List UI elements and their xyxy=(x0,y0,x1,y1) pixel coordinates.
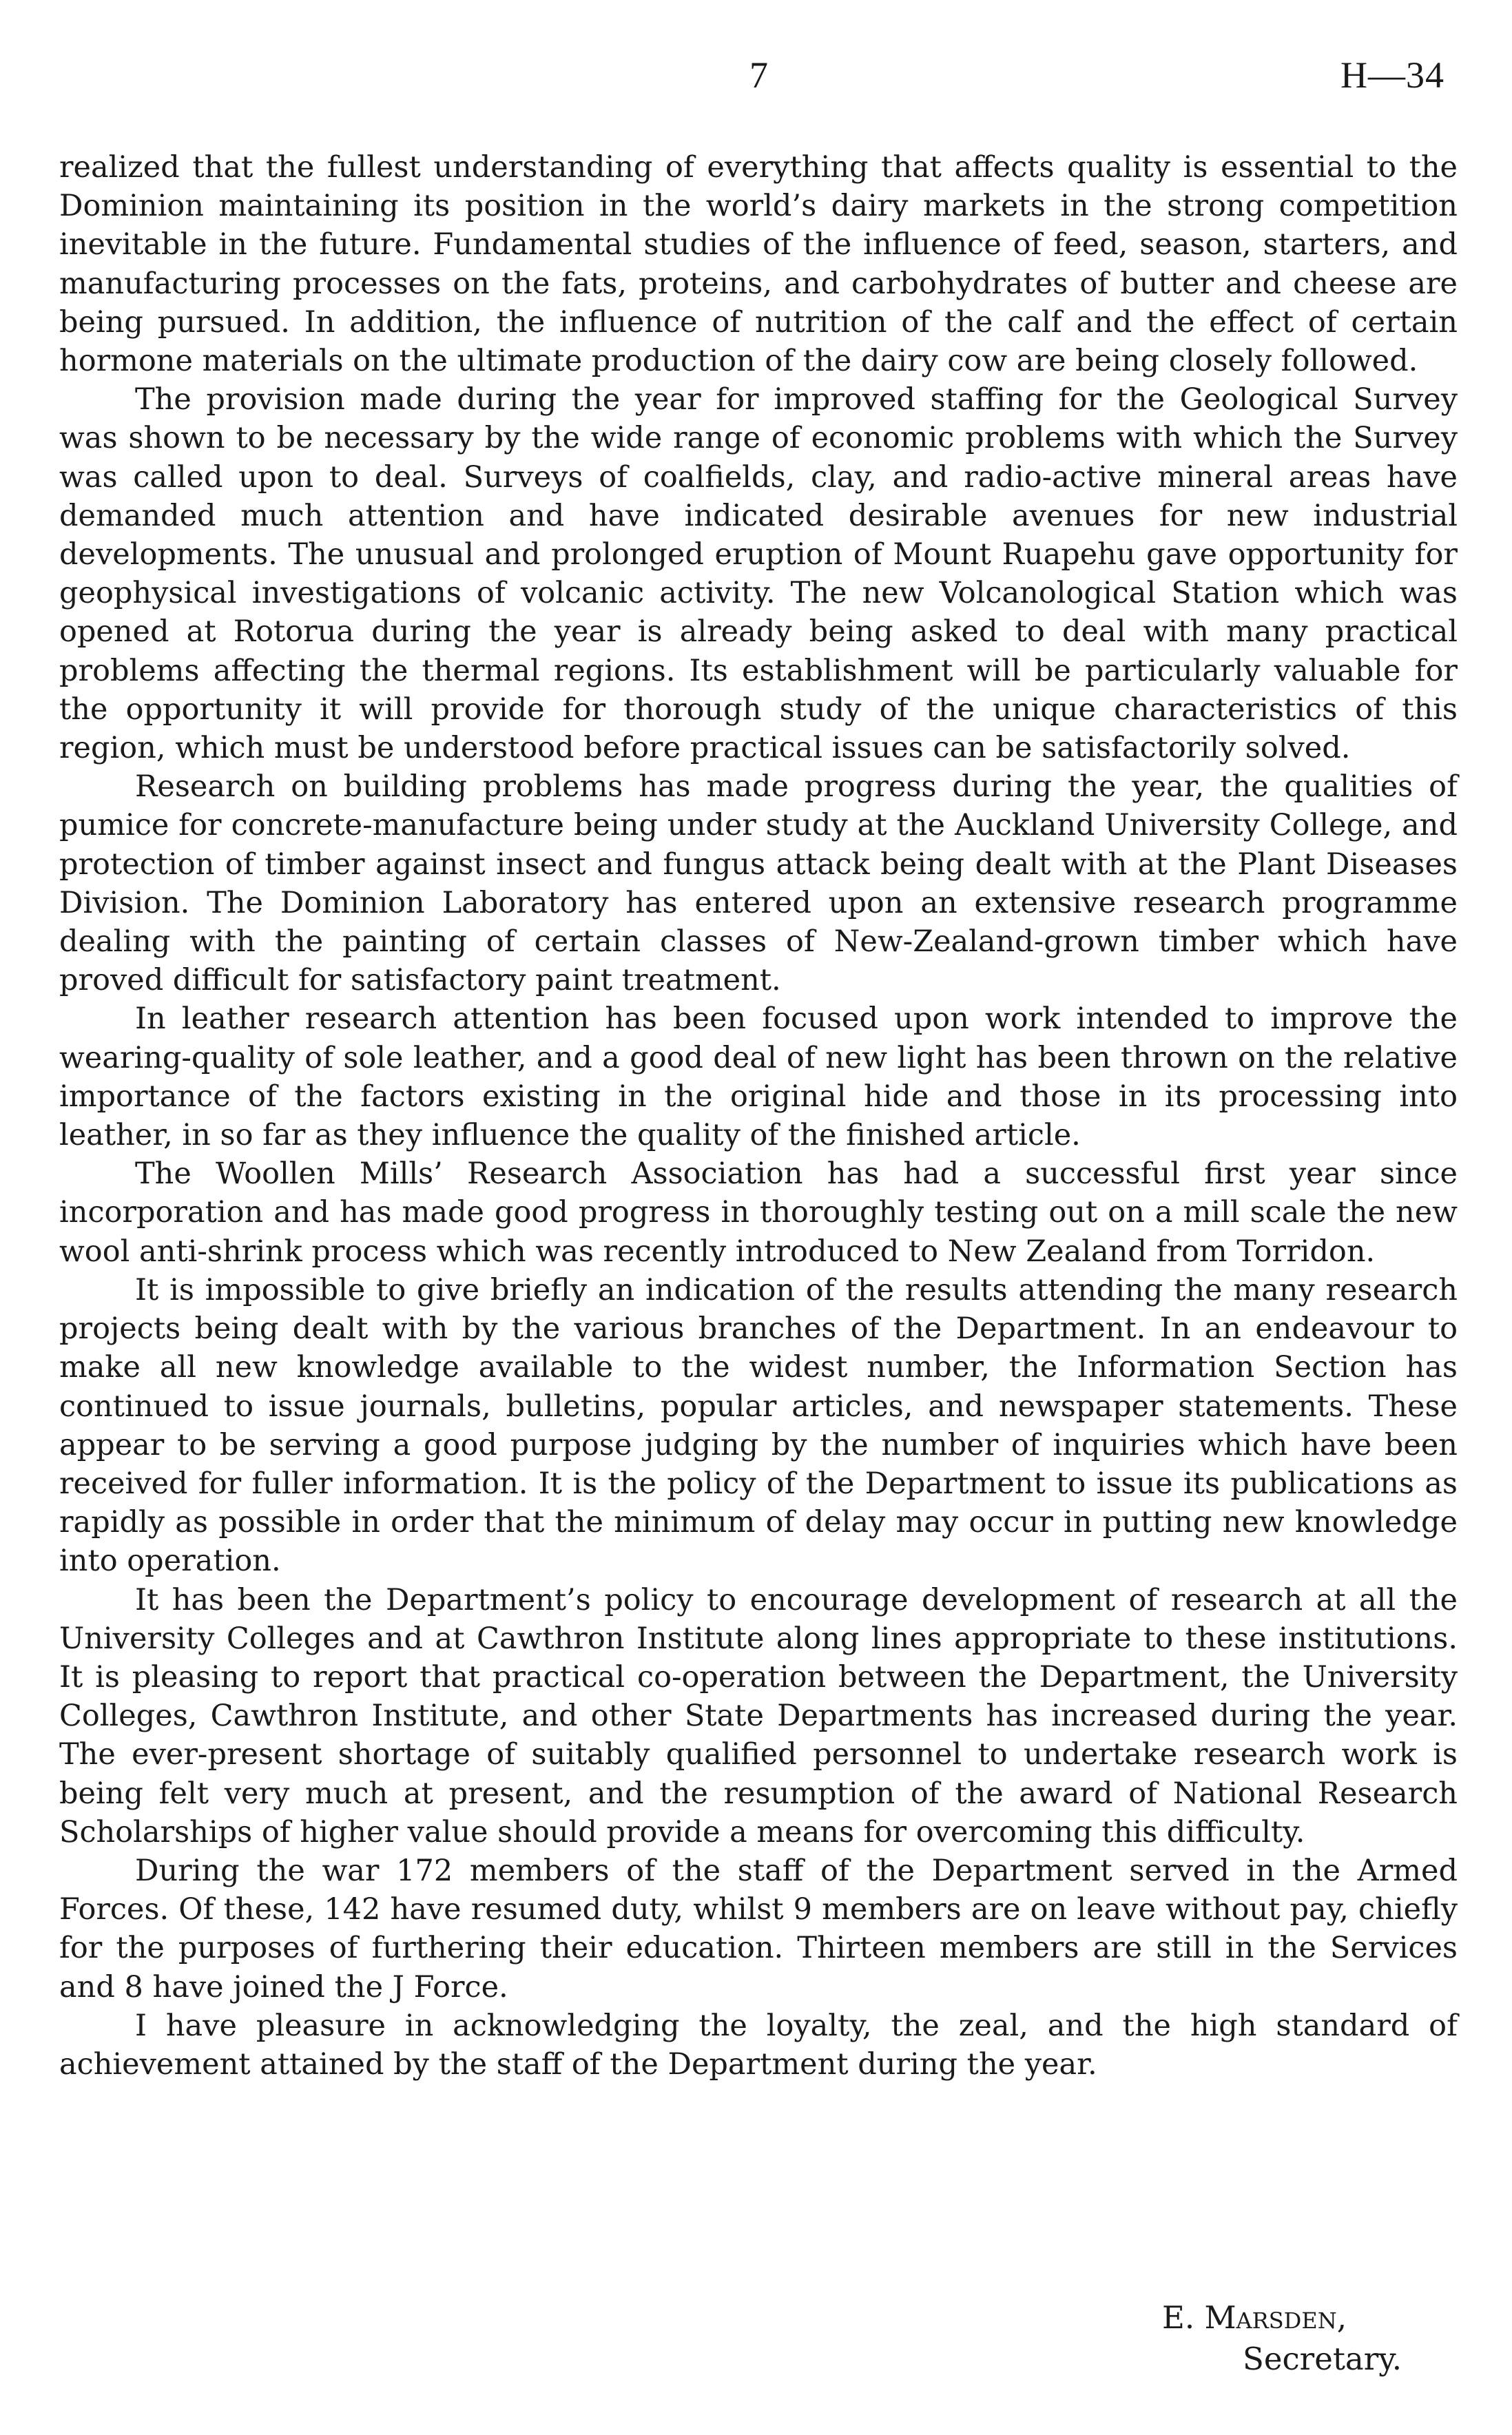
signatory-title: Secretary. xyxy=(1243,2341,1402,2377)
document-reference: H—34 xyxy=(1340,54,1444,96)
paragraph-information-section: It is impossible to give briefly an indication of the results attending the many research projects being dealt with by the various branches of the Department. In an endeavour to make all new knowledge available to the widest number, the Information Section has continued to issue journals, bulletins, popular articles, and newspaper statements. These appear to be serving a good purpose judging by the number of inquiries which have been received for fuller information. It is the policy of the Department to issue its publications as rapidly as possible in order that the minimum of delay may occur in putting new knowledge into operation. xyxy=(59,1272,1458,1579)
page-number: 7 xyxy=(749,54,768,96)
paragraph-leather-research: In leather research attention has been focused upon work intended to improve the wearing-quality of sole leather, and a good deal of new light has been thrown on the relative importance of the factors existing in the original hide and those in its processing into leather, in so far as they influence the quality of the finished article. xyxy=(59,1002,1458,1153)
paragraph-building-research: Research on building problems has made progress during the year, the qualities of pumice for concrete-manufacture being under study at the Auckland University College, and protection of timber against insect and fungus attack being dealt with at the Plant Diseases Division. The Dominion Laboratory has entered upon an extensive research programme dealing with the painting of certain classes of New-Zealand-grown timber which have proved difficult for satisfactory paint treatment. xyxy=(59,769,1458,998)
paragraph-acknowledgement: I have pleasure in acknowledging the loyalty, the zeal, and the high standard of achievement attained by the staff of the Department during the year. xyxy=(59,2008,1458,2082)
report-body xyxy=(59,148,1458,2084)
page-header xyxy=(0,54,1512,109)
paragraph-university-cooperation: It has been the Department’s policy to encourage development of research at all the University Colleges and at Cawthron Institute along lines appropriate to these institutions. It is pleasing to report that practical co-operation between the Department, the University Colleges, Cawthron Institute, and other State Departments has increased during the year. The ever-present shortage of suitably qualified personnel to undertake research work is being felt very much at present, and the resumption of the award of National Research Scholarships of higher value should provide a means for overcoming this difficulty. xyxy=(59,1582,1458,1849)
signatory-name: E. Marsden, xyxy=(1162,2299,1347,2336)
paragraph-woollen-mills: The Woollen Mills’ Research Association has had a successful first year since incorporation and has made good progress in thoroughly testing out on a mill scale the new wool anti-shrink process which was recently introduced to New Zealand from Torridon. xyxy=(59,1157,1458,1269)
paragraph-geological-survey: The provision made during the year for improved staffing for the Geological Survey was shown to be necessary by the wide range of economic problems with which the Survey was called upon to deal. Surveys of coalfields, clay, and radio-active mineral areas have demanded much attention and have indicated desirable avenues for new industrial developments. The unusual and prolonged eruption of Mount Ruapehu gave opportunity for geophysical investigations of volcanic activity. The new Volcanological Station which was opened at Rotorua during the year is already being asked to deal with many practical problems affecting the thermal regions. Its establishment will be particularly valuable for the opportunity it will provide for thorough study of the unique characteristics of this region, which must be understood before practical issues can be satisfactorily solved. xyxy=(59,382,1458,766)
paragraph-dairy-research: realized that the fullest understanding of everything that affects quality is essential to the Dominion maintaining its position in the world’s dairy markets in the strong competition inevitable in the future. Fundamental studies of the influence of feed, season, starters, and manufacturing processes on the fats, proteins, and carbohydrates of butter and cheese are being pursued. In addition, the influence of nutrition of the calf and the effect of certain hormone materials on the ultimate production of the dairy cow are being closely followed. xyxy=(59,150,1458,379)
paragraph-staff-war-service: During the war 172 members of the staff of the Department served in the Armed Forces. Of these, 142 have resumed duty, whilst 9 members are on leave without pay, chiefly for the purposes of furthering their education. Thirteen members are still in the Services and 8 have joined the J Force. xyxy=(59,1853,1458,2004)
signature-block xyxy=(988,2297,1402,2380)
